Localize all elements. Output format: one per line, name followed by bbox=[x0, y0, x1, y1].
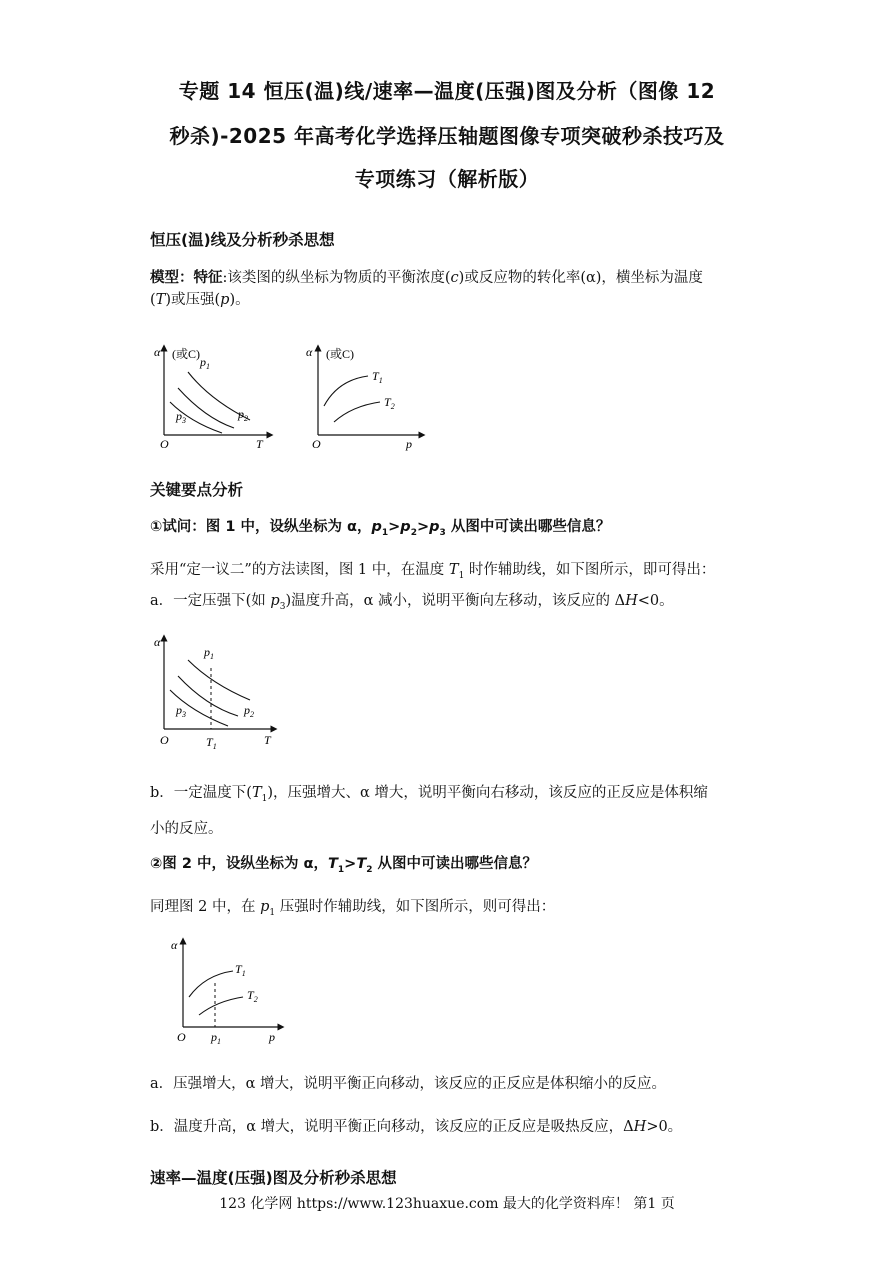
label-p2: $p_2$ bbox=[238, 407, 248, 423]
curve-T1 bbox=[189, 971, 233, 997]
x-axis-label: p bbox=[406, 437, 412, 451]
answer-2-a: a．压强增大，α 增大，说明平衡正向移动，该反应的正反应是体积缩小的反应。 bbox=[150, 1076, 667, 1092]
answer-1-b: b．一定温度下$(T_1)$，压强增大、α 增大，说明平衡向右移动，该反应的正反应是体积缩 小的反应。 bbox=[150, 785, 708, 837]
figure-1-isobar-chart bbox=[150, 340, 280, 455]
section-heading-key-points: 关键要点分析 bbox=[150, 481, 244, 499]
tick-p1: $p_1$ bbox=[211, 1030, 221, 1046]
figure-4-auxiliary-line-chart bbox=[165, 935, 295, 1050]
origin-label: O bbox=[160, 437, 169, 451]
label-p3: $p_3$ bbox=[176, 409, 186, 425]
section-heading-isobar: 恒压(温)线及分析秒杀思想 bbox=[150, 231, 335, 249]
figure-3-auxiliary-line-chart bbox=[150, 632, 280, 752]
question-1: ①试问：图 1 中，设纵坐标为 α，$p_1>p_2>p_3$ 从图中可读出哪些信息？ bbox=[150, 519, 611, 538]
answer-2-b: b．温度升高，α 增大，说明平衡正向移动，该反应的正反应是吸热反应，ΔH>0。 bbox=[150, 1119, 683, 1135]
model-paragraph: 模型：特征:该类图的纵坐标为物质的平衡浓度(c)或反应物的转化率(α)，横坐标为温度 (T)或压强(p)。 bbox=[150, 270, 703, 308]
tick-T1: $T_1$ bbox=[206, 735, 217, 751]
origin-label: O bbox=[160, 733, 169, 747]
answer-1-a: a．一定压强下(如 $p_3$)温度升高，α 减小，说明平衡向左移动，该反应的 ΔH<0。 bbox=[150, 593, 674, 612]
label-T1: $T_1$ bbox=[235, 962, 246, 978]
y-axis-label-alt: (或C) bbox=[172, 347, 200, 361]
label-p1: $p_1$ bbox=[200, 355, 210, 371]
curve-p2 bbox=[178, 388, 234, 428]
curve-T2 bbox=[334, 402, 380, 422]
figure-2-isotherm-chart bbox=[300, 340, 430, 455]
curve-T2 bbox=[199, 997, 243, 1015]
y-axis-label-alt: (或C) bbox=[326, 347, 354, 361]
label-p3: $p_3$ bbox=[176, 703, 186, 719]
x-axis-label: T bbox=[256, 437, 263, 451]
answer-2-intro: 同理图 2 中，在 $p_1$ 压强时作辅助线，如下图所示，则可得出： bbox=[150, 899, 556, 918]
curve-p2 bbox=[178, 676, 238, 716]
y-axis-label: α bbox=[306, 345, 313, 359]
x-axis-label: T bbox=[264, 733, 271, 747]
page-footer: 123 化学网 https://www.123huaxue.com 最大的化学资料库！ 第1 页 bbox=[219, 1196, 675, 1212]
question-2: ②图 2 中，设纵坐标为 α，$T_1>T_2$ 从图中可读出哪些信息？ bbox=[150, 856, 538, 875]
x-axis-label: p bbox=[269, 1030, 275, 1044]
label-T2: $T_2$ bbox=[247, 988, 258, 1004]
label-p1: $p_1$ bbox=[204, 645, 214, 661]
y-axis-label: α bbox=[171, 938, 178, 952]
doc-title-line-1: 专题 14 恒压(温)线/速率—温度(压强)图及分析（图像 12 bbox=[178, 79, 716, 103]
model-label: 模型：特征 bbox=[150, 270, 223, 286]
curve-T1 bbox=[324, 376, 368, 406]
y-axis-label: α bbox=[154, 345, 161, 359]
answer-1-intro: 采用“定一议二”的方法读图，图 1 中，在温度 $T_1$ 时作辅助线，如下图所示，即可得出： bbox=[150, 562, 716, 581]
label-T2: $T_2$ bbox=[384, 395, 395, 411]
doc-title-line-3: 专项练习（解析版） bbox=[354, 167, 540, 191]
origin-label: O bbox=[312, 437, 321, 451]
y-axis-label: α bbox=[154, 635, 161, 649]
label-p2: $p_2$ bbox=[244, 703, 254, 719]
doc-title-line-2: 秒杀)-2025 年高考化学选择压轴题图像专项突破秒杀技巧及 bbox=[169, 124, 725, 148]
label-T1: $T_1$ bbox=[372, 369, 383, 385]
section-heading-rate-temperature: 速率—温度(压强)图及分析秒杀思想 bbox=[150, 1169, 397, 1187]
origin-label: O bbox=[177, 1030, 186, 1044]
